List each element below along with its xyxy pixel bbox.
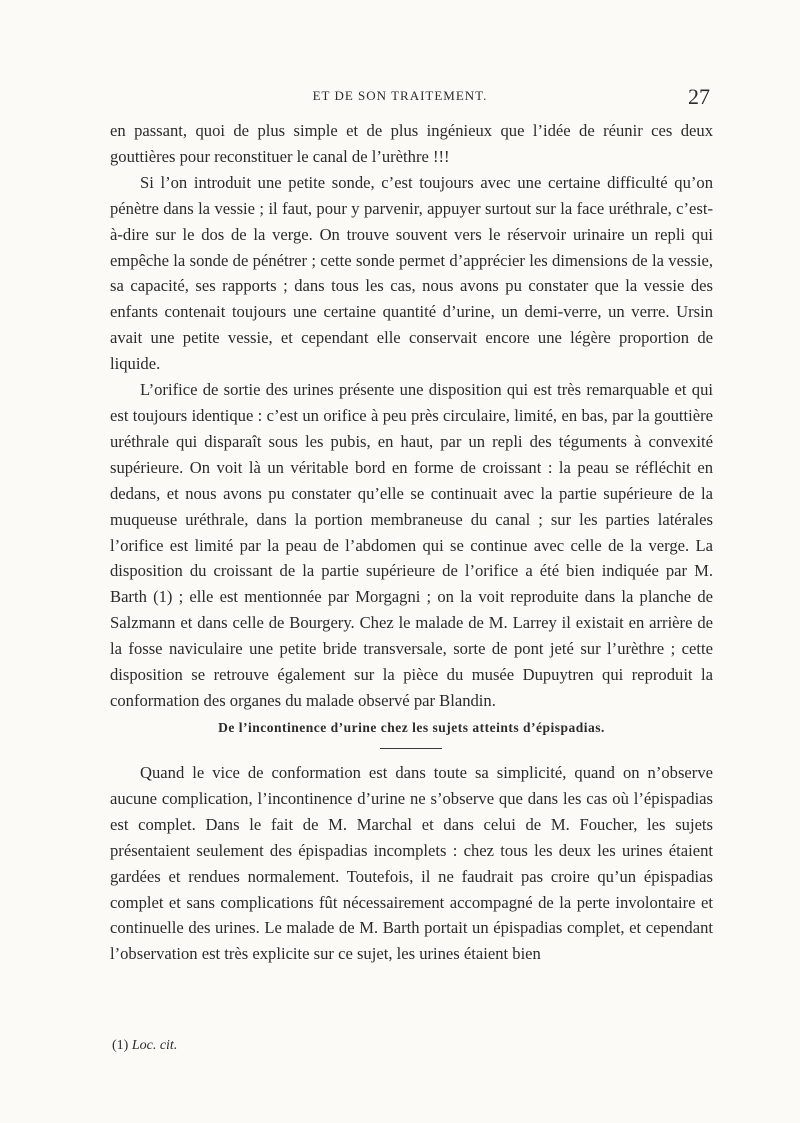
page-number: 27 [688,84,710,109]
footnote-text: Loc. cit. [131,1038,178,1053]
body-text-top [110,118,713,714]
paragraph: L’orifice de sortie des urines présente une disposition qui est très remarquable et qui est toujours identique : c’est un orifice à peu près circulaire, limité, en bas, par la gouttière uréthrale qui disparaît sous les pubis, en haut, par un repli des téguments à convexité supérieure. On voit là un véritable bord en forme de croissant : la peau se réfléchit en dedans, et nous avons pu constater qu’elle se continuait avec la partie supérieure de la muqueuse uréthrale, dans la portion membraneuse du canal ; sur les parties latérales l’orifice est limité par la peau de l’abdomen qui se continue avec celle de la verge. La disposition du croissant de la partie supérieure de l’orifice a été bien indiquée par M. Barth (1) ; elle est mentionnée par Morgagni ; on la voit reproduite dans la planche de Salzmann et dans celle de Bourgery. Chez le malade de M. Larrey il existait en arrière de la fosse naviculaire une petite bride transversale, sorte de pont jeté sur l’urèthre ; cette disposition se retrouve également sur la pièce du musée Dupuytren qui reproduit la conformation des organes du malade observé par Blandin. [110,380,713,710]
section-heading: De l’incontinence d’urine chez les sujets atteints d’épispadias. [218,720,605,735]
body-text-bottom [110,760,713,967]
paragraph: en passant, quoi de plus simple et de plus ingénieux que l’idée de réunir ces deux gouttières pour reconstituer le canal de l’urèthre !!! [110,121,713,166]
running-head [90,84,710,108]
paragraph: Quand le vice de conformation est dans toute sa simplicité, quand on n’observe aucune complication, l’incontinence d’urine ne s’observe que dans les cas où l’épispadias est complet. Dans le fait de M. Marchal et dans celui de M. Foucher, les sujets présentaient seulement des épispadias incomplets : chez tous les deux les urines étaient gardées et rendues normalement. Toutefois, il ne faudrait pas croire qu’un épispadias complet et sans complications fût nécessairement accompagné de la perte involontaire et continuelle des urines. Le malade de M. Barth portait un épispadias complet, et cependant l’observation est très explicite sur ce sujet, les urines étaient bien [110,763,713,964]
paragraph: Si l’on introduit une petite sonde, c’est toujours avec une certaine difficulté qu’on pénètre dans la vessie ; il faut, pour y parvenir, appuyer surtout sur la face uréthrale, c’est-à-dire sur le dos de la verge. On trouve souvent vers le réservoir urinaire un repli qui empêche la sonde de pénétrer ; cette sonde permet d’apprécier les dimensions de la vessie, sa capacité, ses rapports ; dans tous les cas, nous avons pu constater que la vessie des enfants contenait toujours une certaine quantité d’urine, un demi-verre, un verre. Ursin avait une petite vessie, et cependant elle conservait encore une légère proportion de liquide. [110,172,713,374]
footnote-marker: (1) [112,1038,129,1053]
running-title: ET DE SON TRAITEMENT. [312,88,488,103]
section-divider [380,748,442,749]
footnote [112,1038,177,1054]
